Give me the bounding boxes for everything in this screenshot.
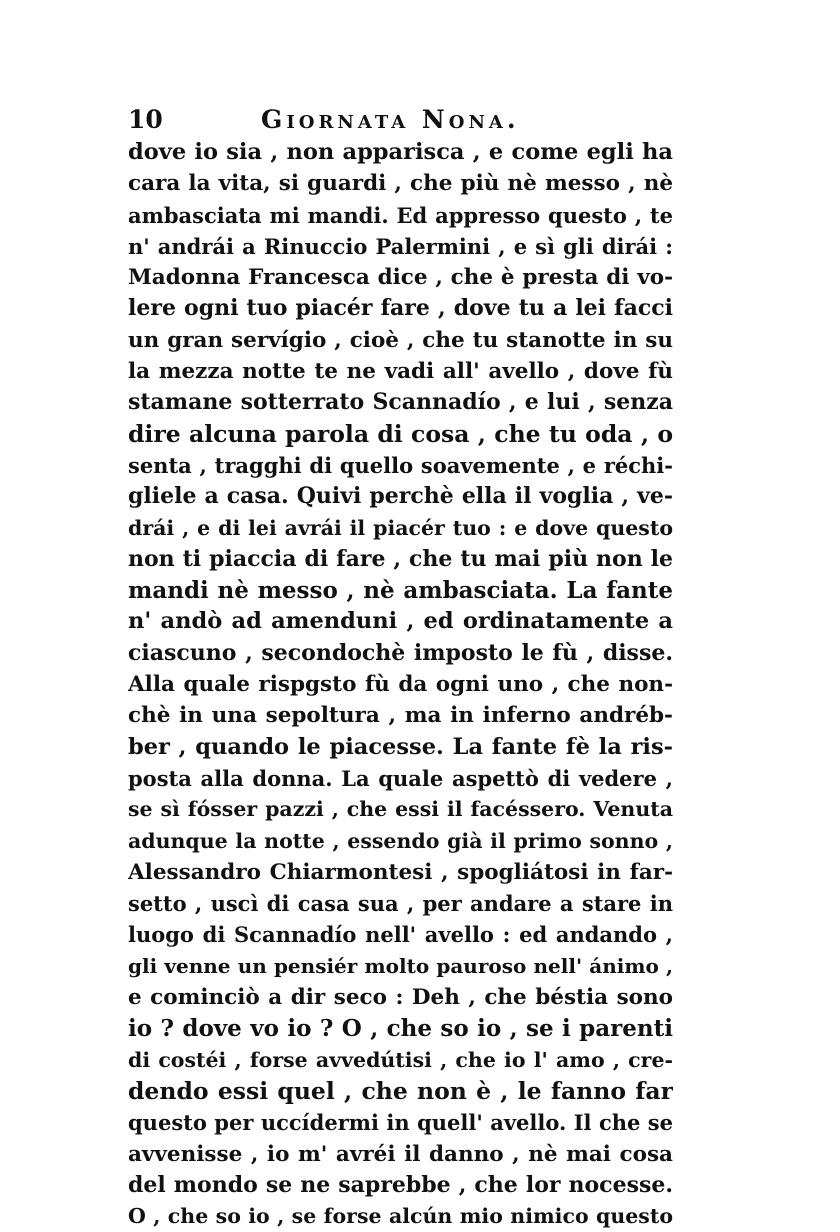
text-line: Alla quale rispgsto fù da ogni uno , che non- — [128, 672, 673, 698]
text-line: drái , e di lei avrái il piacér tuo : e dove questo — [128, 515, 673, 540]
text-line: ciascuno , secondochè imposto le fù , disse. — [128, 639, 673, 666]
text-line: e cominciò a dir seco : Deh , che béstia sono — [128, 985, 673, 1011]
text-line: adunque la notte , essendo già il primo sonno , — [128, 828, 673, 853]
text-line: se sì fósser pazzi , che essi il facéssero. Venuta — [128, 797, 673, 822]
text-line: ber , quando le piacesse. La fante fè la ris- — [128, 733, 673, 760]
text-line: cara la vita, si guardi , che più nè messo , nè — [128, 171, 673, 197]
text-line: lere ogni tuo piacér fare , dove tu a lei facci — [128, 295, 673, 322]
text-line: la mezza notte te ne vadi all' avello , dove fù — [128, 359, 673, 385]
text-line: senta , tragghi di quello soavemente , e réchi- — [128, 452, 673, 478]
text-line: Madonna Francesca dice , che è presta di vo- — [128, 265, 673, 291]
text-line: avvenisse , io m' avréi il danno , nè mai cosa — [128, 1141, 673, 1167]
text-line: gli venne un pensiér molto pauroso nell' ánimo , — [128, 953, 673, 978]
page-header — [128, 102, 673, 138]
text-line: Alessandro Chiarmontesi , spogliátosi in far- — [128, 859, 673, 885]
body-text — [128, 137, 673, 1232]
text-line: dire alcuna parola di cosa , che tu oda , o — [128, 419, 673, 448]
text-line: mandi nè messo , nè ambasciata. La fante — [128, 577, 673, 605]
text-line: del mondo se ne saprebbe , che lor nocesse. — [128, 1171, 673, 1198]
text-line: dove io sia , non apparisca , e come egli ha — [128, 139, 673, 165]
text-line: chè in una sepoltura , ma in inferno andréb- — [128, 703, 673, 729]
text-line: questo per uccídermi in quell' avello. Il che se — [128, 1110, 673, 1136]
text-line: gliele a casa. Quivi perchè ella il voglia , ve- — [128, 483, 673, 510]
text-line: posta alla donna. La quale aspettò di vedere , — [128, 765, 673, 791]
text-line: luogo di Scannadío nell' avello : ed andando , — [128, 922, 673, 948]
text-line: io ? dove vo io ? O , che so io , se i parenti — [128, 1015, 673, 1043]
text-line: di costéi , forse avvedútisi , che io l' amo , cre- — [128, 1047, 673, 1072]
text-line: stamane sotterrato Scannadío , e lui , senza — [128, 389, 673, 416]
running-head: Giornata Nona. — [261, 105, 520, 134]
text-line: non ti piaccia di fare , che tu mai più non le — [128, 545, 673, 572]
page-number: 10 — [128, 105, 163, 134]
text-line: un gran servígio , cioè , che tu stanotte in su — [128, 327, 673, 353]
text-line: ambasciata mi mandi. Ed appresso questo , te — [128, 202, 673, 228]
text-line: n' andrái a Rinuccio Palermini , e sì gli dirái : — [128, 233, 673, 259]
text-line: dendo essi quel , che non è , le fanno far — [128, 1076, 673, 1105]
text-line: n' andò ad amenduni , ed ordinatamente a — [128, 608, 673, 635]
text-line: setto , uscì di casa sua , per andare a stare in — [128, 891, 673, 917]
text-line: O , che so io , se forse alcún mio nimico questo — [128, 1204, 673, 1229]
